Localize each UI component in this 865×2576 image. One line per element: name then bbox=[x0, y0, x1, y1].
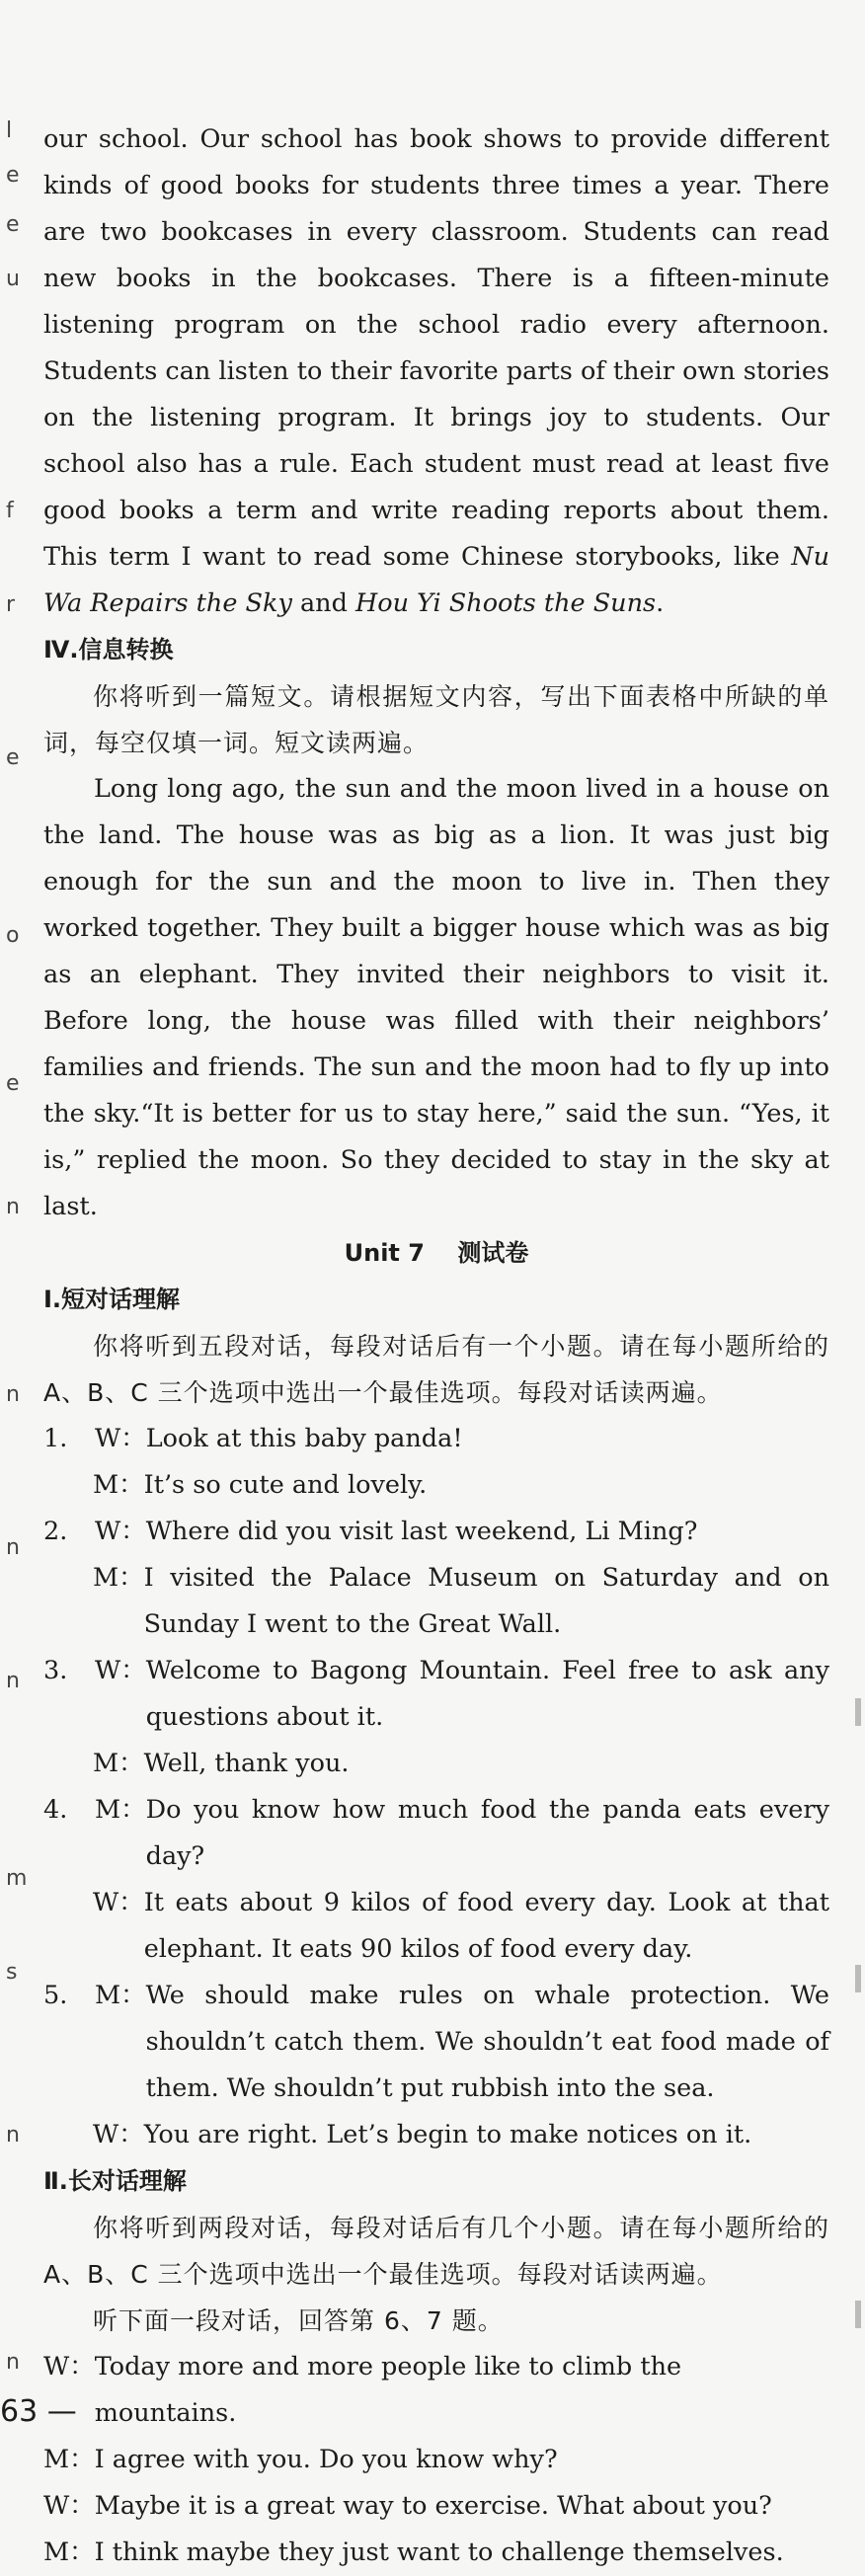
section-2-title: Ⅱ.长对话理解 bbox=[43, 2167, 187, 2195]
dialog-turn bbox=[95, 1787, 829, 1880]
dialog-number bbox=[43, 1880, 95, 1973]
dialog-turn bbox=[93, 1555, 829, 1648]
long-dialog-turn bbox=[43, 2344, 829, 2437]
dialog-turn bbox=[95, 1509, 829, 1555]
dialog-item bbox=[43, 1648, 829, 1787]
paragraph-school-reading bbox=[43, 117, 829, 627]
margin-letter: n bbox=[6, 1535, 20, 1560]
speech-text: You are right. Let’s begin to make notices on it. bbox=[143, 2120, 752, 2149]
period: . bbox=[656, 588, 665, 618]
dialog-number: 4. bbox=[43, 1795, 68, 1825]
speaker-label: M： bbox=[93, 1470, 144, 1500]
speaker-label: W： bbox=[95, 1656, 146, 1685]
dialog-turn bbox=[95, 1648, 829, 1741]
dialog-turn bbox=[93, 2112, 829, 2158]
section-1-instructions: 你将听到五段对话，每段对话后有一个小题。请在每小题所给的 A、B、C 三个选项中选出一个最佳选项。每段对话读两遍。 bbox=[43, 1332, 829, 1407]
dialog-turn bbox=[93, 1741, 829, 1787]
dialog-number: 5. bbox=[43, 1981, 68, 2010]
speaker-label: W： bbox=[43, 2352, 95, 2381]
margin-letter: e bbox=[6, 163, 20, 188]
margin-letter: e bbox=[6, 745, 20, 770]
margin-letter: l bbox=[6, 118, 13, 143]
margin-letter: e bbox=[6, 212, 20, 237]
long-dialog-turn bbox=[43, 2530, 829, 2576]
speech-text: Maybe it is a great way to exercise. What about you? bbox=[94, 2491, 772, 2521]
margin-letter: n bbox=[6, 2123, 20, 2147]
section-1-title: Ⅰ.短对话理解 bbox=[43, 1286, 181, 1313]
dialog-turn bbox=[93, 1880, 829, 1973]
unit-title: Unit 7 测试卷 bbox=[344, 1239, 529, 1267]
dialog-item bbox=[43, 1787, 829, 1973]
dialog-item bbox=[43, 1416, 829, 1509]
speaker-label: M： bbox=[95, 1981, 146, 2010]
speech-text: I agree with you. Do you know why? bbox=[94, 2445, 558, 2474]
dialog-turn bbox=[95, 1973, 829, 2112]
speaker-label: M： bbox=[95, 1795, 146, 1825]
book-title: Hou Yi Shoots the Suns bbox=[355, 588, 657, 618]
margin-letter: n bbox=[6, 1195, 20, 1219]
speaker-label: W： bbox=[95, 1517, 146, 1546]
dialog-item bbox=[43, 1973, 829, 2158]
speech-text: I think maybe they just want to challenge themselves. bbox=[94, 2537, 784, 2567]
margin-letter: n bbox=[6, 1382, 20, 1407]
margin-letter: m bbox=[6, 1866, 28, 1891]
margin-letter: n bbox=[6, 2350, 20, 2375]
speech-text: Look at this baby panda! bbox=[145, 1424, 463, 1453]
margin-letter: o bbox=[6, 923, 20, 948]
speech-text: Welcome to Bagong Mountain. Feel free to ask any questions about it. bbox=[145, 1656, 829, 1732]
speech-text: I visited the Palace Museum on Saturday and on Sunday I went to the Great Wall. bbox=[143, 1563, 829, 1639]
speaker-label: M： bbox=[93, 1563, 144, 1593]
speech-text: Today more and more people like to climb the mountains. bbox=[94, 2352, 682, 2428]
speech-text: We should make rules on whale protection. We shouldn’t catch them. We shouldn’t eat food made of them. We shouldn’t put rubbish into the sea. bbox=[145, 1981, 829, 2103]
dialog-number: 3. bbox=[43, 1656, 68, 1685]
section-4-instructions: 你将听到一篇短文。请根据短文内容，写出下面表格中所缺的单词，每空仅填一词。短文读两遍。 bbox=[43, 682, 829, 757]
section-2-subinstruction: 听下面一段对话，回答第 6、7 题。 bbox=[93, 2306, 504, 2335]
right-edge-binding bbox=[851, 0, 861, 2439]
speech-text: Do you know how much food the panda eats every day? bbox=[145, 1795, 829, 1871]
speech-text: It eats about 9 kilos of food every day. Look at that elephant. It eats 90 kilos of food every day. bbox=[143, 1888, 829, 1964]
dialog-number bbox=[43, 1741, 95, 1787]
speaker-label: M： bbox=[93, 1749, 144, 1778]
left-margin-strip bbox=[0, 0, 36, 2439]
speaker-label: W： bbox=[93, 1888, 144, 1917]
dialog-number bbox=[43, 2112, 95, 2158]
section-4-passage: Long long ago, the sun and the moon lived in a house on the land. The house was as big as a lion. It was just big enough for the sun and the moon to live in. Then they worked together. They built a bigger house which was as big as an elephant. They invited their neighbors to visit it. Before long, the house was filled with their neighbors’ families and friends. The sun and the moon had to fly up into the sky.“It is better for us to stay here,” said the sun. “Yes, it is,” replied the moon. So they decided to stay in the sky at last. bbox=[43, 774, 829, 1221]
long-dialog-turn bbox=[43, 2437, 829, 2483]
speaker-label: M： bbox=[43, 2445, 95, 2474]
dialog-number: 1. bbox=[43, 1424, 68, 1453]
speaker-label: W： bbox=[95, 1424, 146, 1453]
speaker-label: M： bbox=[43, 2537, 95, 2567]
margin-letter: u bbox=[6, 267, 20, 291]
dialog-item bbox=[43, 1509, 829, 1648]
dialog-number: 2. bbox=[43, 1517, 68, 1546]
book-title: Nu Wa Repairs the Sky bbox=[43, 542, 829, 618]
section-2-instructions: 你将听到两段对话，每段对话后有几个小题。请在每小题所给的 A、B、C 三个选项中选出一个最佳选项。每段对话读两遍。 bbox=[43, 2214, 829, 2289]
page-content bbox=[43, 117, 829, 2576]
section-4-title: Ⅳ.信息转换 bbox=[43, 636, 174, 664]
dialog-number bbox=[43, 1462, 95, 1509]
margin-letter: r bbox=[6, 592, 16, 617]
speaker-label: W： bbox=[93, 2120, 144, 2149]
dialog-turn bbox=[95, 1416, 829, 1462]
short-dialogs bbox=[43, 1416, 829, 2158]
dialog-number bbox=[43, 1555, 95, 1648]
margin-letter: n bbox=[6, 1669, 20, 1693]
margin-letter: f bbox=[6, 499, 14, 523]
dialog-turn bbox=[93, 1462, 829, 1509]
long-dialog-turn bbox=[43, 2483, 829, 2530]
speech-text: Well, thank you. bbox=[143, 1749, 350, 1778]
long-dialog bbox=[43, 2344, 829, 2576]
conjunction: and bbox=[291, 588, 356, 618]
page-number: 63 — bbox=[0, 2394, 77, 2429]
margin-letter: s bbox=[6, 1960, 18, 1985]
margin-letter: e bbox=[6, 1071, 20, 1096]
speech-text: Where did you visit last weekend, Li Ming? bbox=[145, 1517, 698, 1546]
speaker-label: W： bbox=[43, 2491, 95, 2521]
speech-text: It’s so cute and lovely. bbox=[143, 1470, 428, 1500]
paragraph-text: our school. Our school has book shows to provide different kinds of good books for students three times a year. There are two bookcases in every classroom. Students can read new books in the bookcases. There is a fifteen-minute listening program on the school radio every afternoon. Students can listen to their favorite parts of their own stories on the listening program. It brings joy to students. Our school also has a rule. Each student must read at least five good books a term and write reading reports about them. This term I want to read some Chinese storybooks, like bbox=[43, 124, 829, 572]
